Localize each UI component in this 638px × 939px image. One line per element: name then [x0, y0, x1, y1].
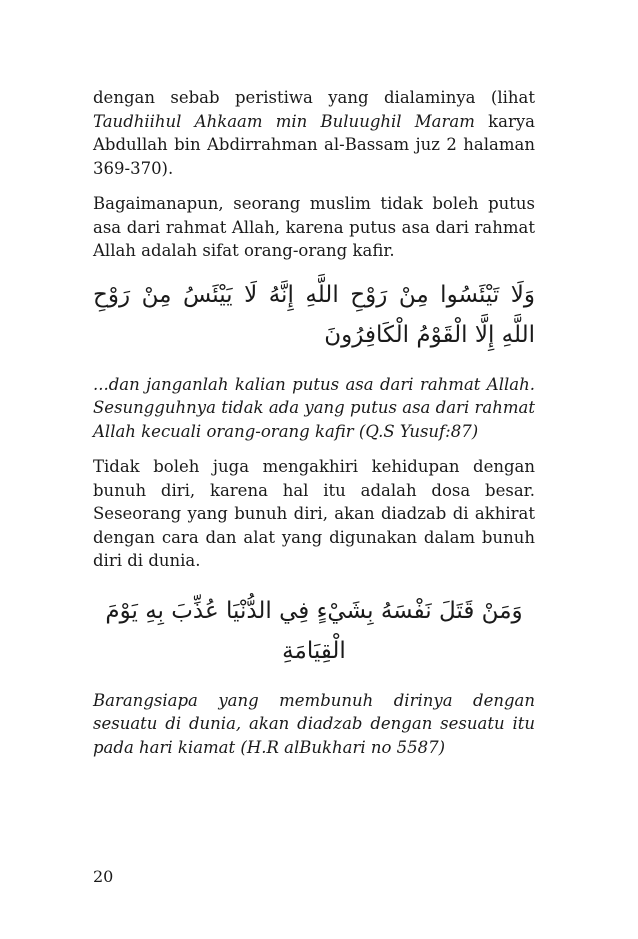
page-content	[93, 86, 535, 759]
page-number: 20	[93, 867, 114, 886]
paragraph-reference	[93, 86, 535, 180]
hadith-translation: Barangsiapa yang membunuh dirinya dengan sesuatu di dunia, akan diadzab dengan sesuatu itu pada hari kiamat (H.R alBukhari no 5587)	[93, 690, 535, 757]
paragraph-reference-intro: dengan sebab peristiwa yang dialaminya (lihat	[93, 88, 535, 107]
arabic-verse: وَلَا تَيْئَسُوا مِنْ رَوْحِ اللَّهِ إِنَّهُ لَا يَيْئَسُ مِنْ رَوْحِ اللَّهِ إِلَّا الْقَوْمُ الْكَافِرُونَ	[93, 281, 535, 348]
paragraph-reference-end: karya Abdullah bin Abdirrahman al-Bassam juz 2 halaman 369-370).	[93, 111, 535, 178]
verse-translation: ...dan janganlah kalian putus asa dari rahmat Allah. Sesungguhnya tidak ada yang putus asa dari rahmat Allah kecuali orang-orang kafir (Q.S Yusuf:87)	[93, 374, 535, 441]
book-title: Taudhiihul Ahkaam min Buluughil Maram	[93, 111, 475, 131]
arabic-hadith: وَمَنْ قَتَلَ نَفْسَهُ بِشَيْءٍ فِي الدُّنْيَا عُذِّبَ بِهِ يَوْمَ الْقِيَامَةِ	[105, 597, 523, 664]
paragraph-despair: Bagaimanapun, seorang muslim tidak boleh putus asa dari rahmat Allah, karena putus asa dari rahmat Allah adalah sifat orang-orang kafir.	[93, 194, 535, 260]
paragraph-suicide: Tidak boleh juga mengakhiri kehidupan dengan bunuh diri, karena hal itu adalah dosa besar. Seseorang yang bunuh diri, akan diadzab di akhirat dengan cara dan alat yang digunakan dalam bunuh diri di dunia.	[93, 457, 535, 570]
